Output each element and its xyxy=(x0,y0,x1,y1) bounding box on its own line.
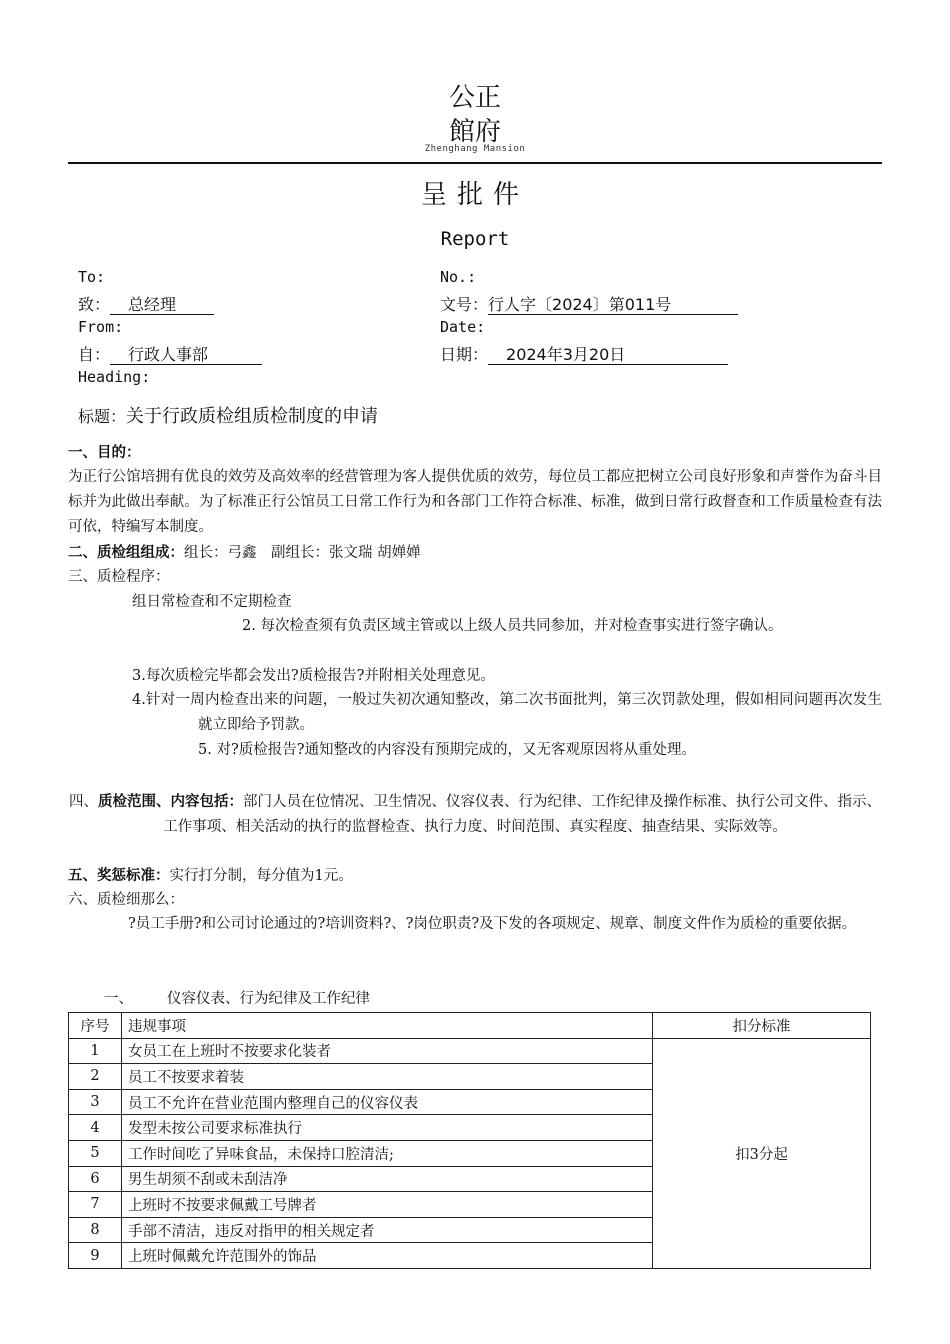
row-no: 9 xyxy=(69,1243,122,1269)
section-3-item-3: 3.每次质检完毕都会发出?质检报告?并附相关处理意见。 xyxy=(132,668,495,684)
logo-subtitle: Zhenghang Mansion xyxy=(424,144,526,154)
rules-table xyxy=(68,1012,871,1269)
row-no: 4 xyxy=(69,1115,122,1141)
section-4 xyxy=(68,789,882,840)
row-item: 员工不按要求着装 xyxy=(122,1064,653,1090)
table-caption-number: 一、 xyxy=(104,991,133,1007)
seal-logo-icon xyxy=(440,78,510,146)
to-value: 总经理 xyxy=(110,296,214,315)
row-no: 3 xyxy=(69,1089,122,1115)
from-label-en: From: xyxy=(78,318,124,336)
to-label-cn: 致： xyxy=(78,295,111,314)
row-no: 2 xyxy=(69,1064,122,1090)
date-label-cn: 日期： xyxy=(440,345,489,364)
from-value: 行政人事部 xyxy=(110,346,262,365)
heading-label-en: Heading: xyxy=(78,368,151,386)
section-2 xyxy=(68,540,421,566)
document-title-en: Report xyxy=(440,228,510,250)
section-1-title: 一、目的： xyxy=(68,444,141,461)
svg-text:公正: 公正 xyxy=(448,83,502,113)
row-no: 5 xyxy=(69,1140,122,1166)
heading-label-cn: 标题： xyxy=(78,407,127,426)
section-4-prefix: 四、 xyxy=(69,794,98,810)
no-field xyxy=(440,292,738,315)
row-item: 上班时佩戴允许范围外的饰品 xyxy=(122,1243,653,1269)
section-6-title: 六、质检细那么： xyxy=(68,892,184,908)
table-caption-text: 仪容仪表、行为纪律及工作纪律 xyxy=(167,991,370,1007)
from-label-cn: 自： xyxy=(78,345,111,364)
col-header-score: 扣分标准 xyxy=(653,1013,871,1039)
row-no: 6 xyxy=(69,1166,122,1192)
date-label-en: Date: xyxy=(440,318,486,336)
section-3-item-2: 2. 每次检查须有负责区域主管或以上级人员共同参加，并对检查事实进行签字确认。 xyxy=(242,618,783,634)
section-5-body: 实行打分制，每分值为1元。 xyxy=(169,868,353,884)
section-3-title: 三、质检程序： xyxy=(68,569,170,585)
row-item: 上班时不按要求佩戴工号牌者 xyxy=(122,1192,653,1218)
col-header-item: 违规事项 xyxy=(122,1013,653,1039)
row-score: 扣3分起 xyxy=(653,1038,871,1268)
to-label-en: To: xyxy=(78,268,106,286)
no-value: 行人字〔2024〕第011号 xyxy=(488,296,738,315)
header-divider xyxy=(68,162,882,164)
to-field xyxy=(78,292,214,315)
row-no: 1 xyxy=(69,1038,122,1064)
date-field xyxy=(440,342,728,365)
section-3-item-1: 组日常检查和不定期检查 xyxy=(132,594,292,610)
document-title-cn: 呈批件 xyxy=(420,180,529,210)
section-3-item-4: 4.针对一周内检查出来的问题，一般过失初次通知整改，第二次书面批判，第三次罚款处理，假如相同问题再次发生就立即给予罚款。 xyxy=(132,692,882,733)
section-6-body: ?员工手册?和公司讨论通过的?培训资料?、?岗位职责?及下发的各项规定、规章、制度文件作为质检的重要依据。 xyxy=(128,916,857,932)
row-item: 员工不允许在营业范围内整理自己的仪容仪表 xyxy=(122,1089,653,1115)
heading-field xyxy=(78,402,378,428)
section-3-item-5: 5. 对?质检报告?通知整改的内容没有预期完成的，又无客观原因将从重处理。 xyxy=(198,742,696,758)
section-5 xyxy=(68,863,353,889)
svg-text:館府: 館府 xyxy=(448,117,502,146)
company-logo xyxy=(400,78,550,154)
section-4-body: 部门人员在位情况、卫生情况、仪容仪表、行为纪律、工作纪律及操作标准、执行公司文件、指示、工作事项、相关活动的执行的监督检查、执行力度、时间范围、真实程度、抽查结果、实际效等。 xyxy=(163,794,881,835)
table-caption xyxy=(104,987,370,1012)
row-item: 工作时间吃了异味食品，未保持口腔清洁; xyxy=(122,1140,653,1166)
row-item: 男生胡须不刮或未刮洁净 xyxy=(122,1166,653,1192)
col-header-no: 序号 xyxy=(69,1013,122,1039)
section-4-title: 质检范围、内容包括： xyxy=(98,793,243,810)
heading-value: 关于行政质检组质检制度的申请 xyxy=(126,406,379,427)
row-item: 女员工在上班时不按要求化装者 xyxy=(122,1038,653,1064)
date-value: 2024年3月20日 xyxy=(488,346,728,365)
section-5-title: 五、奖惩标准： xyxy=(68,867,170,884)
from-field xyxy=(78,342,262,365)
row-item: 发型未按公司要求标准执行 xyxy=(122,1115,653,1141)
section-2-title: 二、质检组组成： xyxy=(68,544,184,561)
no-label-cn: 文号： xyxy=(440,295,489,314)
row-no: 8 xyxy=(69,1217,122,1243)
no-label-en: No.: xyxy=(440,268,477,286)
table-row xyxy=(69,1038,871,1064)
section-1-body: 为正行公馆培拥有优良的效劳及高效率的经营管理为客人提供优质的效劳，每位员工都应把树立公司良好形象和声誉作为奋斗目标并为此做出奉献。为了标准正行公馆员工日常工作行为和各部门工作符合标准、标准，做到日常行政督查和工作质量检查有法可依，特编写本制度。 xyxy=(68,469,882,535)
table-header-row xyxy=(69,1013,871,1039)
row-no: 7 xyxy=(69,1192,122,1218)
section-2-body: 组长：弓鑫 副组长：张文瑞 胡婵婵 xyxy=(184,545,421,561)
row-item: 手部不清洁，违反对指甲的相关规定者 xyxy=(122,1217,653,1243)
